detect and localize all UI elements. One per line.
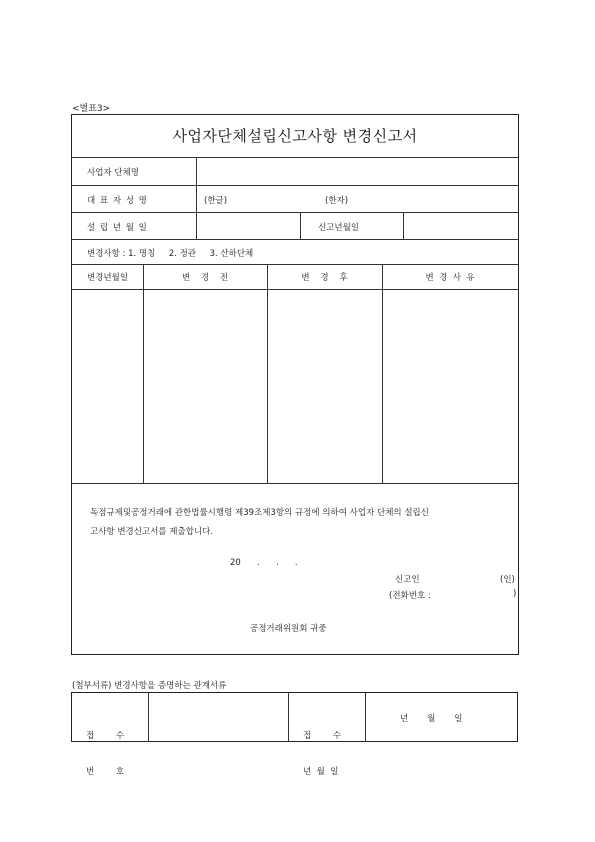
founded-date-label: 설 립 년 월 일 [87, 223, 148, 233]
recipient: 공정거래위원회 귀중 [250, 624, 327, 634]
col-header-after: 변 경 후 [301, 273, 348, 283]
change-date-cell[interactable] [73, 290, 142, 482]
phone-close: ) [513, 589, 517, 599]
column-divider [300, 212, 301, 239]
col-header-before: 변 경 전 [181, 273, 229, 283]
form-number-label: <별표3> [72, 104, 111, 114]
row-divider [72, 185, 518, 186]
org-name-label: 사업자 단체명 [87, 168, 139, 178]
receipt-number-label: 접 수 번 호 [86, 731, 125, 777]
row-divider [72, 239, 518, 240]
declaration-line: 고사항 변경신고서를 제출합니다. [90, 527, 214, 537]
report-date-label: 신고년월일 [318, 223, 360, 233]
col-header-change-date: 변경년월일 [86, 273, 129, 283]
rep-name-hangul-label: (한글) [204, 196, 228, 206]
declaration-line: 독점규제및공정거래에 관한법률시행령 제39조제3항의 규정에 의하여 사업자 단체의 설립신 [90, 508, 429, 518]
seal-mark: (인) [500, 575, 515, 585]
before-cell[interactable] [144, 290, 266, 482]
receipt-date-value[interactable]: 년 월 일 [400, 714, 463, 724]
phone-label: (전화번호 : [389, 591, 431, 601]
reason-cell[interactable] [383, 290, 517, 482]
after-cell[interactable] [268, 290, 381, 482]
receipt-date-label: 접 수 년 월 일 [303, 731, 342, 777]
receipt-divider [365, 693, 366, 741]
form-title: 사업자단체설립신고사항 변경신고서 [172, 127, 418, 145]
attachment-label: (첨부서류) 변경사항을 증명하는 관계서류 [72, 681, 227, 691]
col-header-reason: 변 경 사 유 [425, 273, 475, 283]
rep-name-hanja-label: (한자) [325, 196, 349, 206]
submission-date: 20 . . . [230, 558, 298, 568]
receipt-divider [288, 693, 289, 741]
org-name-input[interactable] [197, 158, 517, 184]
change-items-label: 변경사항 : 1. 명칭 2. 정관 3. 산하단체 [87, 249, 254, 259]
founded-date-input[interactable] [197, 213, 299, 239]
declaration-text [90, 504, 515, 542]
row-divider [72, 483, 518, 484]
receipt-number-input[interactable] [149, 693, 287, 741]
rep-name-label: 대 표 자 성 명 [87, 196, 148, 206]
report-date-input[interactable] [404, 213, 517, 239]
reporter-label: 신고인 [395, 575, 420, 585]
